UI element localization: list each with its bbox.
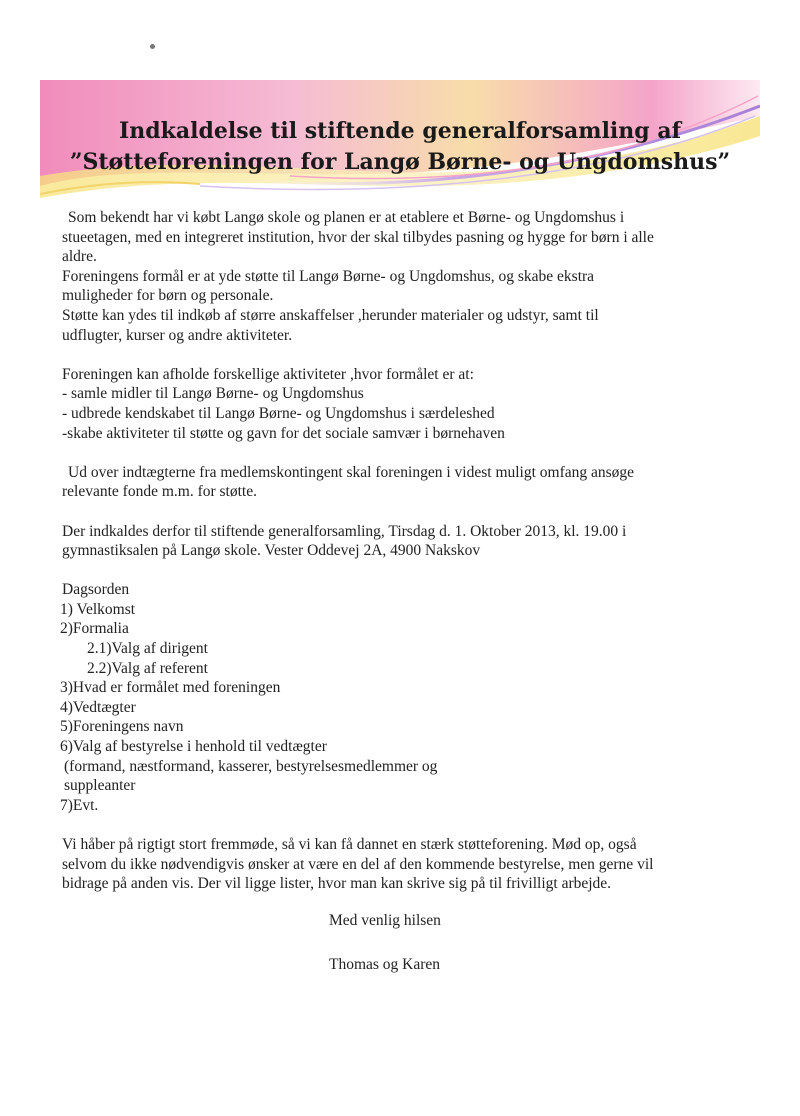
- title-line-2: ”Støtteforeningen for Langø Børne- og Ungdomshus”: [69, 149, 731, 175]
- letter-body: [62, 208, 744, 913]
- intro-line: muligheder for børn og personale.: [62, 287, 274, 305]
- document-title: [40, 116, 760, 178]
- meeting-paragraph: [62, 522, 744, 561]
- activities-paragraph: [62, 365, 744, 443]
- closing-greeting: Med venlig hilsen: [329, 912, 441, 929]
- funding-line: relevante fonde m.m. for støtte.: [62, 483, 257, 501]
- agenda-item: 4)Vedtægter: [60, 698, 136, 716]
- meeting-line: Der indkaldes derfor til stiftende generalforsamling, Tirsdag d. 1. Oktober 2013, kl. 19.00 i: [62, 522, 627, 540]
- appeal-line: Vi håber på rigtigt stort fremmøde, så vi kan få dannet en stærk støtteforening. Mød op, også: [62, 836, 637, 853]
- funding-paragraph: [62, 463, 744, 502]
- intro-line: udflugter, kurser og andre aktiviteter.: [62, 326, 293, 344]
- appeal-line: bidrage på anden vis. Der vil ligge lister, hvor man kan skrive sig på til frivilligt arbejde.: [62, 875, 612, 893]
- agenda-item: 5)Foreningens navn: [60, 718, 184, 736]
- signature: Thomas og Karen: [329, 956, 441, 973]
- appeal-line: selvom du ikke nødvendigvis ønsker at være en del af den kommende bestyrelse, men gerne vil: [62, 855, 654, 873]
- agenda-item: 6)Valg af bestyrelse i henhold til vedtægter: [60, 738, 327, 756]
- agenda-item-detail: suppleanter: [64, 777, 136, 795]
- agenda-item: 7)Evt.: [60, 796, 99, 814]
- activities-line: Foreningen kan afholde forskellige aktiviteter ,hvor formålet er at:: [62, 365, 474, 383]
- intro-paragraph: [62, 208, 744, 345]
- intro-line: Støtte kan ydes til indkøb af større anskaffelser ,herunder materialer og udstyr, samt til: [62, 306, 599, 324]
- agenda-item-detail: (formand, næstformand, kasserer, bestyrelsesmedlemmer og: [64, 757, 438, 775]
- agenda-subitem: 2.1)Valg af dirigent: [87, 640, 208, 658]
- meeting-line: gymnastiksalen på Langø skole. Vester Oddevej 2A, 4900 Nakskov: [62, 542, 481, 560]
- activities-line: -skabe aktiviteter til støtte og gavn for det sociale samvær i børnehaven: [62, 424, 505, 442]
- intro-line: stueetagen, med en integreret institution, hvor der skal tilbydes pasning og hygge for børn i alle: [62, 228, 654, 246]
- appeal-paragraph: [62, 835, 744, 894]
- funding-line: Ud over indtægterne fra medlemskontingent skal foreningen i videst muligt omfang ansøge: [68, 463, 635, 481]
- agenda-heading: Dagsorden: [62, 581, 130, 599]
- closing-block: [329, 912, 441, 974]
- intro-line: aldre.: [62, 248, 97, 266]
- activities-line: - samle midler til Langø Børne- og Ungdomshus: [62, 385, 364, 403]
- agenda-item: 2)Formalia: [60, 620, 129, 638]
- title-line-1: Indkaldelse til stiftende generalforsamling af: [118, 118, 682, 144]
- intro-line: Som bekendt har vi købt Langø skole og planen er at etablere et Børne- og Ungdomshus i: [68, 209, 625, 226]
- agenda: [62, 580, 744, 815]
- scan-speck: [150, 44, 155, 49]
- agenda-item: 1) Velkomst: [60, 600, 136, 618]
- activities-line: - udbrede kendskabet til Langø Børne- og Ungdomshus i særdeleshed: [62, 404, 495, 422]
- agenda-item: 3)Hvad er formålet med foreningen: [60, 679, 281, 697]
- intro-line: Foreningens formål er at yde støtte til Langø Børne- og Ungdomshus, og skabe ekstra: [62, 267, 595, 285]
- agenda-subitem: 2.2)Valg af referent: [87, 659, 208, 677]
